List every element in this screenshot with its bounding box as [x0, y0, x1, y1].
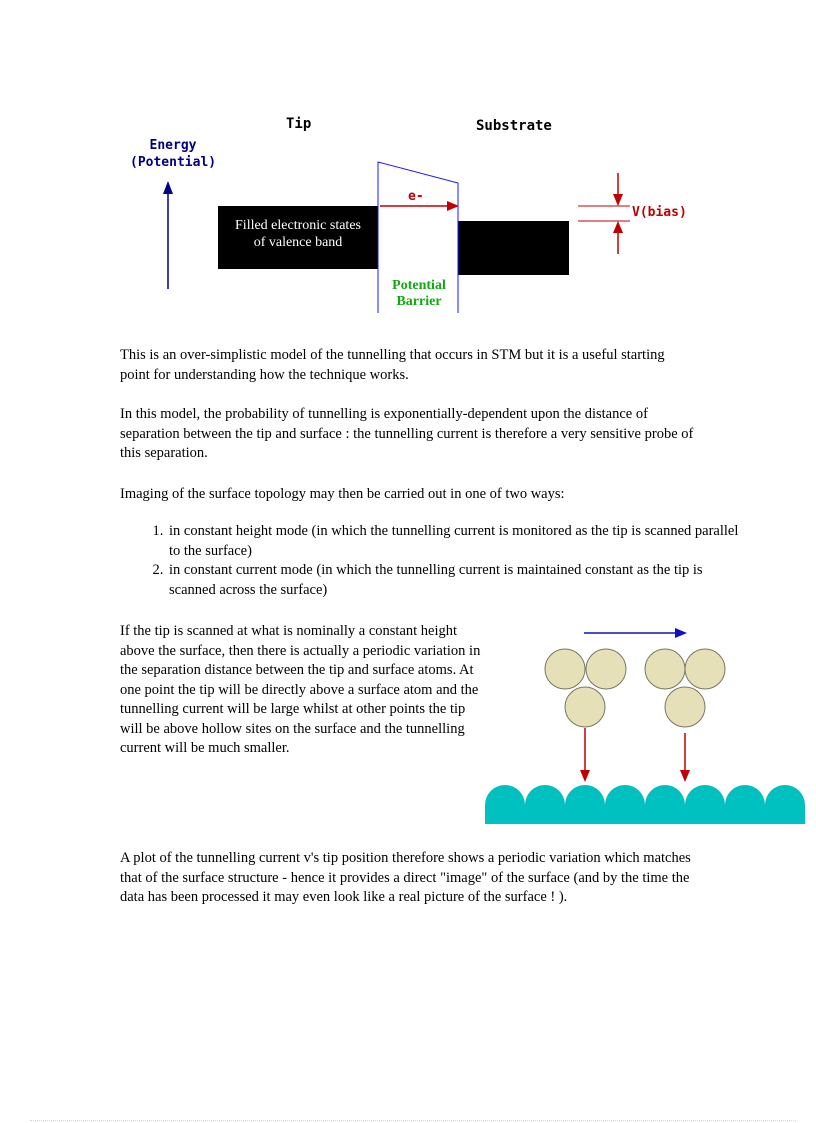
current-arrowhead-large: [580, 770, 590, 782]
bias-voltage-label: V(bias): [632, 205, 687, 220]
imaging-modes-list: [120, 522, 742, 600]
intro-paragraph: This is an over-simplistic model of the tunnelling that occurs in STM but it is a useful starting point for understanding how the technique works.: [120, 347, 665, 383]
barrier-label-line2: Barrier: [396, 294, 442, 309]
energy-label-line1: Energy: [149, 138, 197, 153]
tip-atom: [665, 687, 705, 727]
filled-states-line2: of valence band: [253, 235, 343, 250]
surface-atom-row: [485, 785, 805, 824]
list-item: 2. in constant current mode (in which the tunnelling current is maintained constant as the tip is scanned across the surface): [167, 561, 742, 600]
model-paragraph: In this model, the probability of tunnelling is exponentially-dependent upon the distance of separation between the tip and surface : the tunnelling current is therefore a very sensitive probe of this separation.: [120, 406, 694, 461]
electron-label: e-: [408, 189, 424, 204]
energy-label-line2: (Potential): [130, 155, 217, 170]
tip-heading: Tip: [286, 116, 312, 132]
tip-atoms-right: [645, 649, 725, 727]
barrier-label-line1: Potential: [392, 278, 446, 293]
energy-axis-arrowhead: [163, 181, 173, 194]
imaging-paragraph: Imaging of the surface topology may then be carried out in one of two ways:: [120, 486, 565, 502]
tip-atoms-left: [545, 649, 626, 727]
tip-atom: [685, 649, 725, 689]
scan-direction-arrowhead: [675, 628, 687, 638]
tip-atom: [645, 649, 685, 689]
tip-atom: [565, 687, 605, 727]
scan-paragraph: If the tip is scanned at what is nominally a constant height above the surface, then there is actually a periodic variation in the separation distance between the tip and surface atoms. At one point the tip will be directly above a surface atom and the tunnelling current will be large whilst at other points the tip will be above hollow sites on the surface and the tunnelling current will be much smaller.: [120, 623, 481, 756]
filled-states-label: [218, 217, 378, 251]
plot-paragraph: A plot of the tunnelling current v's tip position therefore shows a periodic variation which matches that of the surface structure - hence it provides a direct "image" of the surface (and by the time the data has been processed it may even look like a real picture of the surface ! ).: [120, 850, 691, 905]
bias-arrowhead-down: [613, 194, 623, 206]
substrate-heading: Substrate: [476, 118, 552, 134]
electron-arrowhead: [447, 201, 459, 211]
potential-barrier-label: [378, 278, 460, 310]
substrate-valence-band: [458, 221, 569, 275]
filled-states-line1: Filled electronic states: [235, 218, 361, 233]
page-bottom-rule: [30, 1120, 796, 1121]
tip-scan-figure: [480, 620, 810, 830]
tip-atom: [586, 649, 626, 689]
bias-arrowhead-up: [613, 221, 623, 233]
tip-atom: [545, 649, 585, 689]
list-item: 1. in constant height mode (in which the tunnelling current is monitored as the tip is scanned parallel to the surface): [167, 522, 742, 561]
current-arrowhead-small: [680, 770, 690, 782]
